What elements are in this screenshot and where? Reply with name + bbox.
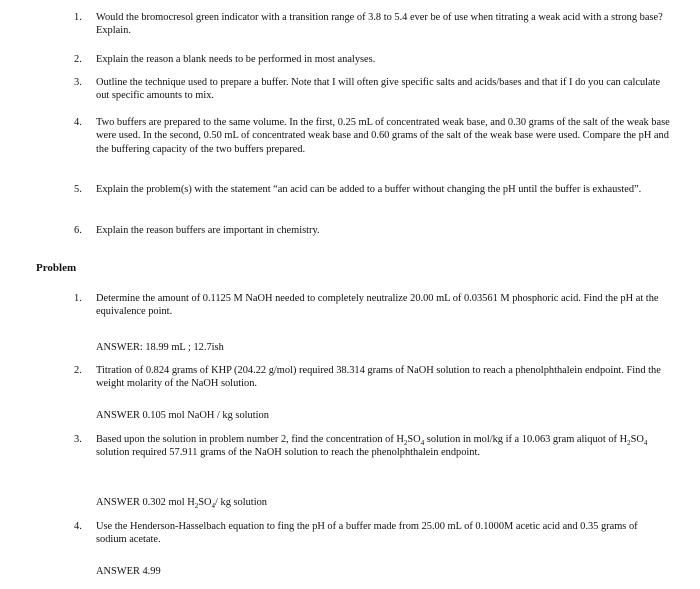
question-number: 3. [74, 77, 82, 88]
question-text: Explain the reason buffers are important in chemistry. [96, 225, 320, 236]
problem-2 [74, 364, 670, 391]
question-number: 1. [74, 12, 82, 23]
problem-2-answer: ANSWER 0.105 mol NaOH / kg solution [96, 410, 269, 421]
problem-4 [74, 520, 670, 547]
problem-3 [74, 433, 670, 460]
problem-number: 4. [74, 521, 82, 532]
question-text: Outline the technique used to prepare a buffer. Note that I will often give specific salts and acids/bases and that if I do you can calculate out specific amounts to mix. [96, 77, 661, 102]
problem-3-answer: ANSWER 0.302 mol $H_2SO_4/$ kg solution [96, 497, 267, 511]
question-4 [74, 116, 670, 156]
problem-text: Use the Henderson-Hasselbach equation to fing the pH of a buffer made from 25.00 mL of 0.1000M acetic acid and 0.35 grams of sodium acetate. [96, 521, 638, 546]
problem-text: Determine the amount of 0.1125 M NaOH needed to completely neutralize 20.00 mL of 0.03561 M phosphoric acid. Find the pH at the equivalence point. [96, 293, 659, 318]
problem-text: Based upon the solution in problem number 2, find the concentration of $H_2SO_4$ solution in mol/kg if a 10.063 gram aliquot of $H_2SO_4$ solution required 57.911 grams of the NaOH solution to reach the phenolphthalein endpoint. [96, 434, 648, 459]
question-number: 6. [74, 225, 82, 236]
question-text: Two buffers are prepared to the same volume. In the first, 0.25 mL of concentrated weak base, and 0.30 grams of the salt of the weak base were used. In the second, 0.50 mL of concentrated weak base and 0.60 grams of the salt of the weak base were used. Compare the pH and the buffering capacity of the two buffers prepared. [96, 117, 670, 155]
question-2 [74, 53, 670, 66]
question-5 [74, 183, 670, 196]
problem-heading: Problem [36, 262, 77, 274]
question-text: Explain the problem(s) with the statement “an acid can be added to a buffer without changing the pH until the buffer is exhausted”. [96, 184, 642, 195]
question-text: Would the bromocresol green indicator with a transition range of 3.8 to 5.4 ever be of use when titrating a weak acid with a strong base? Explain. [96, 12, 663, 37]
problem-number: 1. [74, 293, 82, 304]
problem-1-answer: ANSWER: 18.99 mL ; 12.7ish [96, 342, 224, 353]
question-number: 4. [74, 117, 82, 128]
problem-1 [74, 292, 670, 319]
problem-number: 2. [74, 365, 82, 376]
problem-text: Titration of 0.824 grams of KHP (204.22 g/mol) required 38.314 grams of NaOH solution to reach a phenolphthalein endpoint. Find the weight molarity of the NaOH solution. [96, 365, 661, 390]
question-1 [74, 11, 670, 38]
question-3 [74, 76, 670, 103]
problem-number: 3. [74, 434, 82, 445]
question-number: 5. [74, 184, 82, 195]
question-6 [74, 224, 670, 237]
question-number: 2. [74, 54, 82, 65]
problem-4-answer: ANSWER 4.99 [96, 566, 161, 577]
question-text: Explain the reason a blank needs to be performed in most analyses. [96, 54, 376, 65]
